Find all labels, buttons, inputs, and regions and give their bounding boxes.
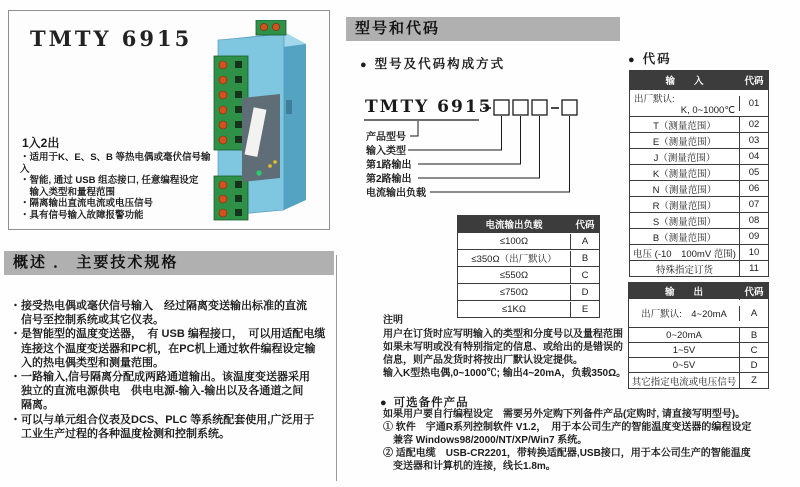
input-cell: E（测量范围） <box>652 136 717 148</box>
table-row <box>630 132 768 148</box>
bullet-icon: ● <box>628 54 637 66</box>
code-cell: A <box>570 234 599 249</box>
table-row <box>629 357 768 372</box>
table-row <box>629 327 768 342</box>
diagram-label: 产品型号 <box>366 132 406 143</box>
code-cell: 11 <box>739 261 768 276</box>
diagram-label: 输入类型 <box>366 146 406 157</box>
front-panel <box>242 94 280 182</box>
output-code-table <box>628 282 769 389</box>
diagram-label: 电流输出负载 <box>366 188 426 199</box>
model-code-section-header: 型号和代码 <box>346 17 620 41</box>
table-row <box>630 180 768 196</box>
table-row <box>630 89 768 116</box>
bullet-icon: ● <box>360 59 369 71</box>
accessory-line: ① 软件 宇通R系列控制软件 V1.2， 用于本公司生产的智能温度变送器的编程设定 <box>383 422 752 433</box>
code-table-label: 代码 <box>642 52 672 66</box>
code-cell: 10 <box>739 245 768 260</box>
code-cell: B <box>570 251 599 266</box>
note-line: 输入K型热电偶,0~1000℃; 输出4~20mA，负载350Ω。 <box>383 368 627 379</box>
current-load-table <box>457 215 600 318</box>
code-cell: 03 <box>739 133 768 148</box>
table-row <box>630 148 768 164</box>
feature-line: ・隔离输出直流电流或电压信号 <box>20 198 154 209</box>
table-row <box>630 196 768 212</box>
note-line: 如果未写明或没有特别指定的信息、或给出的是错误的 <box>383 342 623 353</box>
overview-line: 入的热电偶类型和测量范围。 <box>10 356 164 369</box>
code-cell: 02 <box>739 117 768 132</box>
table-row <box>630 116 768 132</box>
code-table-title <box>628 49 672 67</box>
code-cell: B <box>739 328 768 343</box>
code-column-header: 代码 <box>570 215 599 233</box>
load-column-header: 电流输出负载 <box>485 220 543 231</box>
code-cell: D <box>739 358 768 373</box>
input-cell: K（测量范围） <box>652 168 717 180</box>
input-cell <box>630 89 739 118</box>
overview-line: 工业生产过程的各种温度检测和控制系统。 <box>10 427 230 440</box>
overview-line: ・可以与单元组合仪表及DCS、PLC 等系统配套使用,广泛用于 <box>10 413 315 426</box>
input-cell: N（测量范围） <box>652 184 717 196</box>
feature-line: ・适用于K、E、S、B 等热电偶或毫伏信号输入 <box>20 152 211 175</box>
code-cell: A <box>739 306 768 321</box>
input-cell: B（测量范围） <box>652 232 717 244</box>
overview-line: 连接这个温度变送器和PC机，在PC机上通过软件编程设定输 <box>10 342 316 355</box>
overview-line: ・接受热电偶或毫伏信号输入 经过隔离变送输出标准的直流 <box>10 300 307 312</box>
input-cell: R（测量范围） <box>652 200 717 212</box>
code-cell: 01 <box>739 96 768 111</box>
accessory-line: 变送器和计算机的连接，线长1.8m。 <box>383 461 556 472</box>
input-cell: S（测量范围） <box>652 216 717 228</box>
table-row <box>630 164 768 180</box>
table-row <box>629 342 768 357</box>
code-cell: Z <box>739 373 768 388</box>
overview-line: 信号至控制系统或其它仪表。 <box>10 314 164 327</box>
bullet-icon: ● <box>380 397 388 409</box>
accessory-line: 如果用户要自行编程设定 需要另外定购下列备件产品(定购时, 请直接写明型号)。 <box>383 409 746 420</box>
power-led <box>256 170 261 175</box>
output-cell: 0~20mA <box>666 329 702 341</box>
model-prefix: TMTY 6915 <box>365 97 493 117</box>
overview-line: ・一路输入,信号隔离分配成两路通道输出。该温度变送器采用 <box>10 371 311 384</box>
led-indicator <box>273 160 277 164</box>
code-column-header: 代码 <box>739 282 768 300</box>
overview-line: ・是智能型的温度变送器， 有 USB 编程接口， 可以用适配电缆 <box>10 328 326 341</box>
load-cell: ≤550Ω <box>499 269 529 281</box>
input-code-table <box>629 70 769 277</box>
code-cell: 04 <box>739 149 768 164</box>
table-row <box>458 266 599 283</box>
table-row <box>458 232 599 249</box>
diagram-label: 第2路输出 <box>366 174 412 185</box>
code-box <box>532 100 547 115</box>
io-configuration-label: 1入2出 <box>22 136 60 150</box>
note-title: 注明 <box>383 315 403 326</box>
column-divider <box>336 255 337 481</box>
load-cell: ≤750Ω <box>499 286 529 298</box>
code-cell: C <box>739 343 768 358</box>
table-header-row <box>630 71 768 89</box>
code-box <box>494 100 509 115</box>
output-column-header: 输 出 <box>664 286 703 298</box>
input-cell: T（测量范围） <box>653 120 716 132</box>
table-row <box>629 372 768 388</box>
module-side-face <box>284 32 306 210</box>
feature-list <box>20 152 220 221</box>
default-input-line2: K, 0~1000℃ <box>680 104 735 116</box>
overview-line: 独立的直流电源供电 供电电源-输入-输出以及各通道之间 <box>10 385 304 398</box>
input-cell: 电压 (-10 100mV 范围) <box>633 248 736 260</box>
top-terminal-block <box>256 20 286 35</box>
input-cell: J（测量范围） <box>653 152 716 164</box>
composition-method-title <box>360 54 505 72</box>
overview-section-header: 概述 ． 主要技术规格 <box>4 251 334 275</box>
feature-line: 输入类型和量程范围 <box>20 186 116 198</box>
table-row <box>630 260 768 276</box>
model-composition-diagram <box>360 90 618 200</box>
table-header-row <box>629 283 768 298</box>
code-box <box>513 100 528 115</box>
accessory-line: ② 适配电缆 USB-CR2201，带转换适配器,USB接口，用于本公司生产的智能温度 <box>383 448 751 459</box>
overview-line: 隔离。 <box>10 399 54 412</box>
code-cell: 05 <box>739 165 768 180</box>
code-cell: E <box>570 302 599 317</box>
load-cell: ≤1KΩ <box>502 303 526 315</box>
code-cell: D <box>570 285 599 300</box>
table-row <box>458 249 599 266</box>
diagram-label: 第1路输出 <box>366 160 412 171</box>
optional-accessories-label: 可选备件产品 <box>393 397 469 409</box>
note-line: 用户在订货时应写明输入的类型和分度号以及量程范围 <box>383 329 623 340</box>
feature-line: ・具有信号输入故障报警功能 <box>20 209 144 221</box>
code-cell: 08 <box>739 213 768 228</box>
code-cell: 07 <box>739 197 768 212</box>
table-row <box>629 298 768 327</box>
table-header-row <box>458 216 599 232</box>
code-column-header: 代码 <box>739 71 768 89</box>
note-line: 信息，则产品发货时将按出厂默认设定提供。 <box>383 355 583 366</box>
default-input-line1: 出厂默认: <box>634 93 675 105</box>
input-column-header: 输 入 <box>665 76 704 87</box>
code-cell: C <box>570 268 599 283</box>
table-row <box>630 244 768 260</box>
accessory-line: 兼容 Windows98/2000/NT/XP/Win7 系统。 <box>383 435 588 446</box>
led-indicator <box>268 164 272 168</box>
product-model-title: TMTY 6915 <box>30 26 193 51</box>
overview-paragraphs <box>10 299 336 441</box>
output-cell: 0~5V <box>672 359 696 371</box>
load-cell: ≤100Ω <box>499 235 529 247</box>
feature-line: ・智能, 通过 USB 组态接口, 任意编程设定 <box>20 175 199 186</box>
composition-method-label: 型号及代码构成方式 <box>374 57 506 71</box>
order-note <box>383 314 633 380</box>
side-slot <box>286 100 292 114</box>
table-row <box>630 228 768 244</box>
output-cell: 其它指定电流或电压信号 <box>631 376 737 388</box>
code-box <box>562 100 577 115</box>
input-cell: 特殊指定订货 <box>655 264 713 276</box>
table-row <box>630 212 768 228</box>
table-row <box>458 283 599 300</box>
output-cell: 出厂默认: 4~20mA <box>641 309 727 320</box>
output-cell: 1~5V <box>672 344 696 356</box>
code-cell: 09 <box>739 229 768 244</box>
load-cell: ≤350Ω（出厂默认） <box>471 254 557 265</box>
code-cell: 06 <box>739 181 768 196</box>
optional-accessories-section <box>383 408 797 473</box>
